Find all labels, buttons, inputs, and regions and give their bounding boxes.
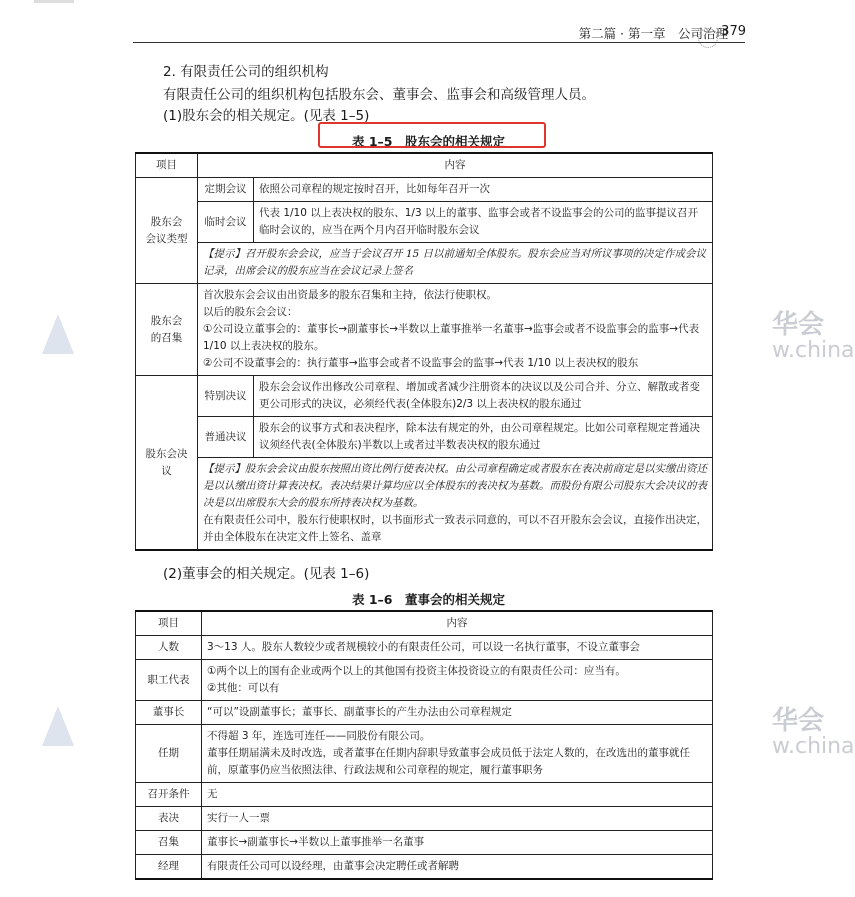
- watermark-logo-icon: [42, 314, 74, 354]
- tip-text: 【提示】召开股东会会议，应当于会议召开 15 日以前通知全体股东。股东会应当对所议事项的决定作成会议记录，出席会议的股东应当在会议记录上签名: [198, 243, 713, 284]
- item-1-heading: (1)股东会的相关规定。(见表 1–5): [163, 108, 370, 124]
- table-header-cell: 项目: [136, 611, 202, 636]
- cell-text: 3～13 人。股东人数较少或者规模较小的有限责任公司，可以设一名执行董事，不设立董事会: [202, 636, 713, 660]
- row-label: 任期: [136, 725, 202, 783]
- section-title: 2. 有限责任公司的组织机构: [163, 64, 329, 80]
- table-header-cell: 内容: [202, 611, 713, 636]
- sub-label: 特别决议: [198, 376, 254, 417]
- shell-ornament-icon: [698, 28, 718, 48]
- row-label: 人数: [136, 636, 202, 660]
- watermark-text: w.china: [772, 338, 855, 363]
- cell-text: 在有限责任公司中，股东行使职权时，以书面形式一致表示同意的，可以不召开股东会会议，直接作出决定，并由全体股东在决定文件上签名、盖章: [203, 514, 707, 543]
- cell-text: 董事长→副董事长→半数以上董事推举一名董事: [202, 831, 713, 855]
- highlight-box: [318, 122, 546, 148]
- page-number: 379: [721, 24, 746, 39]
- cell-text: 不得超 3 年，连选可连任——同股份有限公司。 董事任期届满未及时改选，或者董事在任期内辞职导致董事会成员低于法定人数的，在改选出的董事就任前，原董事仍应当依照法律、行政法规和公司章程的规定，履行董事职务: [202, 725, 713, 783]
- row-label: 董事长: [136, 701, 202, 725]
- table-5-caption: 表 1–5 股东会的相关规定: [352, 134, 505, 149]
- cell-text: 有限责任公司可以设经理，由董事会决定聘任或者解聘: [202, 855, 713, 880]
- row-label: 召集: [136, 831, 202, 855]
- cell-text: ①两个以上的国有企业或两个以上的其他国有投资主体投资设立的有限责任公司：应当有。 ②其他：可以有: [202, 660, 713, 701]
- tip-text: 【提示】股东会会议由股东按照出资比例行使表决权。由公司章程确定或者股东在表决前商定是以实缴出资还是以认缴出资计算表决权。表决结果计算均应以全体股东的表决权为基数。而股份有限公司股东大会决议的表决是以出席股东大会的股东所持表决权为基数。: [203, 463, 707, 509]
- top-edge-bar: [34, 0, 74, 3]
- sub-label: 临时会议: [198, 202, 254, 243]
- tip-cell: [198, 458, 713, 551]
- header-rule: [133, 42, 745, 43]
- intro-paragraph: 有限责任公司的组织机构包括股东会、董事会、监事会和高级管理人员。: [163, 87, 595, 103]
- row-label: 股东会 会议类型: [136, 178, 198, 284]
- cell-text: 无: [202, 783, 713, 807]
- row-label: 股东会决议: [136, 376, 198, 551]
- cell-text: 股东会会议作出修改公司章程、增加或者减少注册资本的决议以及公司合并、分立、解散或者变更公司形式的决议，必须经代表(全体股东)2/3 以上表决权的股东通过: [254, 376, 713, 417]
- row-label: 股东会 的召集: [136, 284, 198, 376]
- row-label: 职工代表: [136, 660, 202, 701]
- cell-text: 依照公司章程的规定按时召开，比如每年召开一次: [254, 178, 713, 202]
- watermark-text: 华会: [772, 706, 825, 736]
- watermark-logo-icon: [42, 706, 74, 746]
- cell-text: 股东会的议事方式和表决程序，除本法有规定的外，由公司章程规定。比如公司章程规定普通决议须经代表(全体股东)半数以上或者过半数表决权的股东通过: [254, 417, 713, 458]
- table-6-caption: 表 1–6 董事会的相关规定: [352, 592, 505, 607]
- sub-label: 定期会议: [198, 178, 254, 202]
- cell-text: 代表 1/10 以上表决权的股东、1/3 以上的董事、监事会或者不设监事会的公司的监事提议召开临时会议的，应当在两个月内召开临时股东会议: [254, 202, 713, 243]
- row-label: 召开条件: [136, 783, 202, 807]
- cell-text: 实行一人一票: [202, 807, 713, 831]
- table-6: [135, 610, 713, 880]
- cell-text: “可以”设副董事长；董事长、副董事长的产生办法由公司章程规定: [202, 701, 713, 725]
- item-2-heading: (2)董事会的相关规定。(见表 1–6): [163, 566, 370, 582]
- row-label: 表决: [136, 807, 202, 831]
- table-5: [135, 152, 713, 551]
- table-header-cell: 内容: [198, 153, 713, 178]
- row-label: 经理: [136, 855, 202, 880]
- watermark-text: 华会: [772, 310, 825, 340]
- table-header-cell: 项目: [136, 153, 198, 178]
- watermark-text: w.china: [772, 734, 855, 759]
- sub-label: 普通决议: [198, 417, 254, 458]
- running-header: 第二篇 · 第一章 公司治理: [578, 26, 728, 41]
- cell-text: 首次股东会会议由出资最多的股东召集和主持，依法行使职权。 以后的股东会会议： ①公司设立董事会的：董事长→副董事长→半数以上董事推举一名董事→监事会或者不设监事会的监事→代表 1/10 以上表决权的股东。 ②公司不设董事会的：执行董事→监事会或者不设监事会的监事→代表 1/10 以上表决权的股东: [198, 284, 713, 376]
